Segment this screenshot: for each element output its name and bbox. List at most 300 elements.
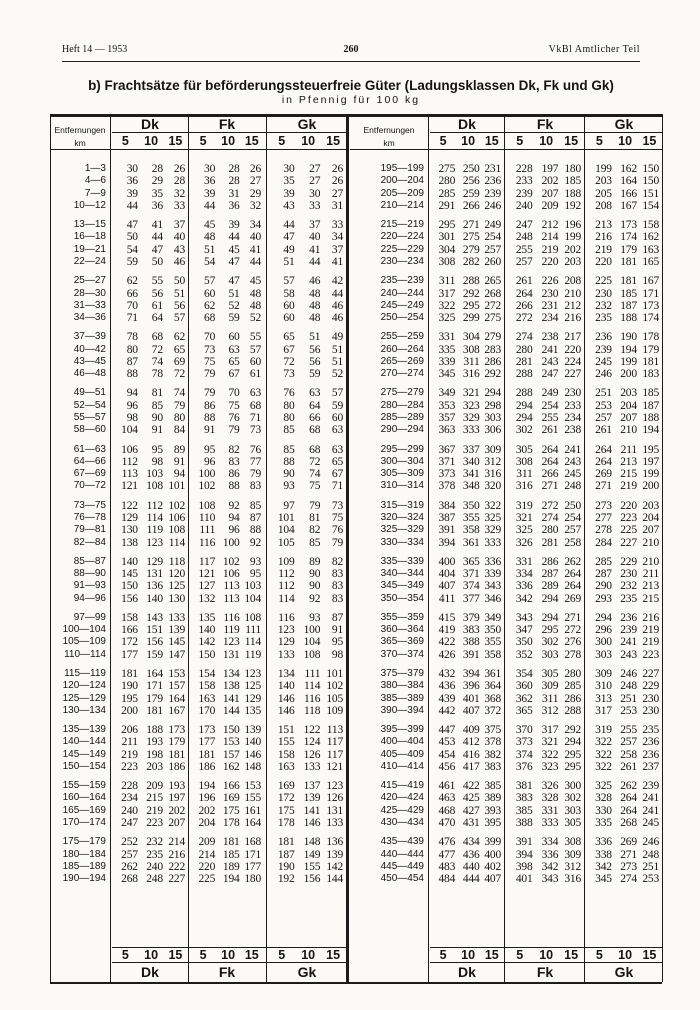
rate-value: 37 — [331, 243, 343, 256]
rate-value: 27 — [309, 175, 321, 188]
rate-value: 41 — [331, 256, 343, 268]
rate-value: 295 — [564, 748, 581, 761]
km-header-unit: km — [74, 138, 86, 148]
rate-value: 121 — [121, 480, 138, 493]
rate-value: 214 — [198, 848, 216, 861]
subcolumn-footer: 15 — [564, 948, 579, 962]
distance-range: 10—12 — [73, 199, 106, 211]
rate-value: 144 — [326, 873, 343, 886]
rate-value: 373 — [515, 736, 533, 749]
rate-value: 174 — [620, 231, 637, 244]
rate-value: 277 — [595, 511, 612, 524]
rate-value: 253 — [620, 704, 637, 717]
rate-value: 96 — [228, 524, 240, 537]
rate-value: 112 — [146, 499, 163, 512]
rate-value: 92 — [249, 536, 261, 549]
rate-value: 100 — [198, 468, 216, 481]
rate-value: 47 — [126, 219, 138, 232]
rate-value: 96 — [126, 399, 138, 412]
rate-value: 249 — [541, 387, 559, 400]
rate-value: 412 — [462, 736, 480, 749]
rate-value: 181 — [146, 704, 163, 717]
rate-value: 167 — [168, 704, 185, 717]
rate-value: 364 — [484, 680, 501, 693]
rate-value: 319 — [595, 724, 612, 736]
rate-value: 101 — [277, 511, 295, 524]
distance-range: 445—449 — [380, 860, 424, 872]
rate-value: 271 — [595, 480, 612, 493]
rate-value: 246 — [484, 199, 501, 212]
rate-value: 283 — [484, 343, 501, 356]
rate-value: 59 — [228, 312, 240, 325]
rate-value: 279 — [462, 243, 480, 256]
rate-value: 150 — [642, 163, 659, 175]
rate-value: 79 — [228, 424, 240, 437]
rate-value: 202 — [564, 243, 581, 256]
rate-value: 333 — [541, 817, 559, 829]
distance-range: 285—289 — [380, 412, 424, 423]
rate-value: 140 — [146, 592, 163, 605]
rate-value: 246 — [642, 836, 659, 849]
rate-value: 85 — [283, 424, 295, 437]
rate-value: 339 — [484, 568, 501, 580]
rate-value: 241 — [564, 443, 581, 456]
rate-value: 232 — [146, 836, 163, 849]
rate-value: 123 — [222, 636, 240, 649]
rate-value: 288 — [564, 704, 581, 717]
rate-value: 158 — [642, 219, 659, 232]
rate-value: 65 — [331, 455, 343, 468]
rate-value: 395 — [484, 817, 501, 829]
rate-value: 165 — [642, 256, 659, 268]
rate-value: 432 — [438, 667, 456, 680]
rate-value: 202 — [198, 804, 216, 817]
rate-value: 75 — [331, 511, 343, 524]
rate-value: 104 — [277, 524, 295, 537]
rate-value: 180 — [564, 163, 581, 175]
rate-value: 132 — [198, 592, 216, 605]
rate-value: 80 — [126, 343, 138, 356]
distance-range: 335—339 — [380, 555, 424, 567]
rate-value: 350 — [515, 636, 533, 649]
rate-value: 342 — [515, 592, 533, 605]
distance-range: 430—434 — [380, 817, 424, 828]
rate-value: 325 — [438, 312, 456, 325]
rate-value: 68 — [151, 331, 163, 344]
rate-value: 271 — [541, 480, 559, 493]
rate-value: 227 — [564, 368, 581, 381]
rate-value: 232 — [595, 299, 612, 312]
rate-value: 139 — [244, 724, 261, 736]
rate-value: 74 — [173, 387, 185, 400]
rate-value: 439 — [438, 692, 456, 705]
rate-value: 57 — [173, 312, 185, 325]
rate-value: 292 — [484, 368, 501, 381]
rate-value: 264 — [541, 455, 559, 468]
rate-value: 272 — [564, 624, 581, 637]
rate-value: 34 — [331, 231, 343, 244]
rate-value: 102 — [326, 680, 343, 693]
rate-value: 82 — [309, 524, 321, 537]
rate-value: 52 — [249, 312, 261, 325]
rate-value: 264 — [595, 455, 612, 468]
rate-value: 71 — [126, 312, 138, 325]
rate-value: 188 — [146, 724, 163, 736]
rate-value: 85 — [309, 536, 321, 549]
table-subtitle: in Pfennig für 100 kg — [281, 94, 421, 106]
rate-value: 264 — [620, 804, 637, 817]
rate-value: 88 — [249, 524, 261, 537]
rate-value: 100 — [222, 536, 240, 549]
distance-range: 410—414 — [380, 760, 424, 772]
rate-value: 407 — [484, 873, 501, 886]
distance-range: 280—284 — [380, 399, 424, 411]
rate-value: 81 — [309, 511, 321, 524]
rate-value: 149 — [303, 848, 321, 861]
rate-value: 264 — [620, 792, 637, 805]
rate-value: 280 — [438, 175, 456, 188]
rate-value: 254 — [484, 231, 501, 244]
distance-range: 435—439 — [380, 836, 424, 848]
rate-value: 303 — [541, 648, 559, 661]
rate-value: 85 — [151, 399, 163, 412]
rate-value: 28 — [173, 175, 185, 188]
rate-value: 345 — [438, 368, 456, 381]
subcolumn-header: 5 — [595, 134, 603, 148]
rate-value: 102 — [198, 480, 216, 493]
rate-value: 181 — [121, 667, 138, 680]
rate-value: 118 — [168, 555, 185, 568]
rate-value: 134 — [277, 667, 295, 680]
rate-value: 335 — [595, 817, 612, 829]
rate-value: 322 — [595, 748, 612, 761]
rate-value: 47 — [151, 243, 163, 256]
rate-value: 162 — [222, 760, 240, 773]
rate-value: 399 — [484, 836, 501, 849]
rate-value: 29 — [151, 175, 163, 188]
rate-value: 133 — [303, 760, 321, 773]
distance-range: 55—57 — [73, 412, 106, 423]
distance-range: 37—39 — [73, 331, 106, 343]
rate-value: 44 — [151, 231, 163, 244]
rate-value: 133 — [326, 817, 343, 829]
subcolumn-header: 5 — [516, 134, 524, 148]
rate-value: 114 — [146, 511, 163, 524]
rate-value: 212 — [541, 219, 559, 232]
rate-value: 295 — [438, 219, 456, 232]
rate-value: 91 — [151, 424, 163, 437]
rate-value: 103 — [244, 580, 261, 593]
rate-value: 365 — [462, 555, 480, 568]
distance-range: 320—324 — [380, 511, 424, 523]
rate-value: 272 — [484, 299, 501, 312]
rate-value: 240 — [121, 804, 138, 817]
rate-value: 303 — [595, 648, 612, 661]
subcolumn-footer: 15 — [326, 948, 341, 962]
rate-value: 61 — [249, 368, 261, 381]
rate-value: 98 — [331, 648, 343, 661]
rate-value: 258 — [620, 748, 637, 761]
distance-range: 34—36 — [73, 312, 106, 324]
rate-value: 139 — [303, 792, 321, 805]
rate-value: 426 — [438, 648, 456, 661]
rate-value: 213 — [620, 455, 637, 468]
rate-value: 79 — [173, 399, 185, 412]
distance-range: 300—304 — [380, 455, 424, 467]
rate-value: 209 — [541, 199, 559, 212]
rate-value: 116 — [304, 692, 321, 705]
rate-value: 274 — [515, 331, 533, 344]
rate-value: 265 — [484, 275, 501, 288]
rate-value: 246 — [620, 667, 637, 680]
header-bottom-rule — [350, 149, 662, 150]
rate-value: 129 — [244, 692, 261, 705]
rate-value: 358 — [462, 524, 480, 537]
rate-value: 308 — [462, 343, 480, 356]
rate-value: 139 — [326, 848, 343, 861]
rate-value: 322 — [541, 748, 559, 761]
subcolumn-footer: 10 — [221, 948, 236, 962]
subcolumn-footer: 5 — [595, 948, 603, 962]
subcolumn-header: 5 — [278, 134, 286, 148]
rate-value: 333 — [462, 424, 480, 437]
rate-value: 309 — [595, 667, 612, 680]
rate-value: 111 — [245, 624, 261, 637]
distance-range: 31—33 — [73, 299, 106, 311]
page-number: 260 — [343, 44, 359, 55]
distance-range: 13—15 — [73, 219, 106, 231]
distance-range: 97—99 — [73, 611, 106, 623]
rate-value: 254 — [564, 511, 581, 524]
rate-value: 173 — [642, 299, 659, 312]
rate-value: 60 — [249, 355, 261, 368]
rate-value: 200 — [642, 480, 659, 493]
rate-value: 93 — [309, 611, 321, 624]
group-footer-fk: Fk — [218, 964, 236, 980]
rate-value: 233 — [515, 175, 533, 188]
rate-value: 243 — [564, 455, 581, 468]
rate-value: 280 — [541, 524, 559, 537]
rate-value: 198 — [146, 748, 163, 761]
rate-value: 237 — [642, 760, 659, 773]
rate-value: 164 — [168, 692, 185, 705]
distance-range: 405—409 — [380, 748, 424, 760]
rate-value: 130 — [168, 592, 185, 605]
rate-value: 295 — [541, 624, 559, 637]
rate-value: 70 — [204, 331, 216, 344]
rate-value: 123 — [146, 536, 163, 549]
rate-value: 401 — [462, 692, 480, 705]
rate-value: 41 — [249, 243, 261, 256]
rate-value: 167 — [620, 199, 637, 212]
rate-value: 105 — [326, 692, 343, 705]
table-bottom-border — [50, 982, 662, 984]
rate-value: 57 — [283, 275, 295, 288]
distance-range: 160—164 — [62, 792, 106, 804]
rate-value: 114 — [168, 536, 185, 549]
rate-value: 123 — [277, 624, 295, 637]
rate-value: 70 — [228, 387, 240, 400]
rate-value: 400 — [438, 555, 456, 568]
rate-value: 275 — [484, 312, 501, 325]
rate-value: 171 — [146, 680, 163, 693]
distance-range: 155—159 — [62, 780, 106, 792]
rate-value: 211 — [121, 736, 138, 749]
rate-value: 41 — [151, 219, 163, 232]
rate-value: 308 — [564, 836, 581, 849]
rate-value: 271 — [462, 219, 480, 232]
rate-value: 264 — [564, 568, 581, 580]
rate-value: 179 — [620, 243, 637, 256]
rate-value: 30 — [126, 163, 138, 175]
rate-value: 321 — [541, 736, 559, 749]
rate-value: 192 — [564, 199, 581, 212]
rate-value: 45 — [204, 219, 216, 232]
rate-value: 268 — [620, 817, 637, 829]
rate-value: 204 — [620, 399, 637, 412]
rate-value: 88 — [228, 480, 240, 493]
rate-value: 367 — [438, 443, 456, 456]
rate-value: 385 — [484, 780, 501, 793]
rate-value: 179 — [642, 343, 659, 356]
rate-value: 341 — [462, 468, 480, 481]
distance-range: 380—384 — [380, 680, 424, 692]
rate-value: 190 — [277, 860, 295, 873]
rate-value: 331 — [541, 804, 559, 817]
rate-value: 123 — [244, 667, 261, 680]
rate-value: 59 — [331, 399, 343, 412]
rate-value: 266 — [462, 199, 480, 212]
rate-value: 163 — [198, 692, 216, 705]
rate-value: 87 — [331, 611, 343, 624]
rate-value: 120 — [168, 568, 185, 580]
rate-value: 219 — [620, 480, 637, 493]
rate-value: 96 — [204, 455, 216, 468]
rate-value: 337 — [462, 443, 480, 456]
rate-value: 377 — [462, 592, 480, 605]
rate-value: 323 — [541, 760, 559, 773]
rate-value: 436 — [438, 680, 456, 693]
rate-value: 34 — [249, 219, 261, 232]
rate-value: 85 — [283, 443, 295, 456]
rate-value: 477 — [438, 848, 456, 861]
rate-value: 302 — [541, 636, 559, 649]
rate-value: 56 — [309, 343, 321, 356]
rate-value: 156 — [303, 873, 321, 886]
rate-value: 206 — [121, 724, 138, 736]
rate-value: 60 — [228, 331, 240, 344]
rate-value: 102 — [168, 499, 185, 512]
rate-value: 388 — [462, 636, 480, 649]
rate-value: 129 — [121, 511, 138, 524]
rate-value: 311 — [438, 275, 456, 288]
header-bottom-rule — [50, 149, 346, 150]
rate-value: 117 — [198, 555, 216, 568]
rate-value: 215 — [620, 468, 637, 481]
rate-value: 317 — [541, 724, 559, 736]
rate-value: 161 — [244, 804, 261, 817]
rate-value: 129 — [277, 636, 295, 649]
rate-value: 262 — [564, 555, 581, 568]
rate-value: 84 — [173, 424, 185, 437]
rate-value: 220 — [595, 256, 612, 268]
rate-value: 257 — [484, 243, 501, 256]
rate-value: 228 — [121, 780, 138, 793]
rate-value: 93 — [283, 480, 295, 493]
rate-value: 275 — [462, 231, 480, 244]
rate-value: 181 — [277, 836, 295, 849]
rate-value: 169 — [277, 780, 295, 793]
rate-value: 102 — [222, 555, 240, 568]
distance-range: 100—104 — [62, 624, 106, 636]
rate-value: 274 — [541, 511, 559, 524]
rate-value: 162 — [620, 163, 637, 175]
rate-value: 181 — [620, 275, 637, 288]
rate-value: 194 — [620, 343, 637, 356]
rate-value: 316 — [484, 468, 501, 481]
rate-value: 235 — [642, 724, 659, 736]
rate-value: 219 — [642, 624, 659, 637]
distance-range: 295—299 — [380, 443, 424, 455]
group-footer-dk: Dk — [458, 964, 476, 980]
rate-value: 325 — [484, 511, 501, 524]
subcolumn-header: 10 — [461, 134, 476, 148]
rate-value: 319 — [515, 499, 533, 512]
rate-value: 272 — [515, 312, 533, 325]
rate-value: 294 — [541, 611, 559, 624]
rate-value: 188 — [620, 312, 637, 325]
subcolumn-header: 10 — [301, 134, 316, 148]
rate-value: 236 — [595, 331, 612, 344]
rate-value: 169 — [222, 792, 240, 805]
rate-value: 264 — [564, 580, 581, 593]
distance-range: 49—51 — [73, 387, 106, 399]
rate-value: 355 — [462, 511, 480, 524]
rate-value: 222 — [168, 860, 185, 873]
rate-value: 108 — [244, 611, 261, 624]
rate-value: 214 — [541, 231, 559, 244]
rate-value: 33 — [173, 199, 185, 212]
rate-value: 172 — [121, 636, 138, 649]
subcolumn-footer: 15 — [244, 948, 259, 962]
rate-value: 90 — [283, 468, 295, 481]
rate-value: 157 — [222, 748, 240, 761]
distance-range: 19—21 — [73, 243, 106, 255]
rate-value: 240 — [146, 860, 163, 873]
rate-value: 187 — [277, 848, 295, 861]
rate-value: 63 — [309, 387, 321, 400]
rate-value: 208 — [595, 199, 612, 212]
rate-value: 133 — [277, 648, 295, 661]
rate-value: 60 — [283, 312, 295, 325]
rate-value: 391 — [438, 524, 456, 537]
group-footer-dk: Dk — [141, 964, 159, 980]
rate-value: 40 — [309, 231, 321, 244]
rate-value: 88 — [204, 412, 216, 424]
rate-value: 75 — [309, 480, 321, 493]
rate-value: 235 — [620, 592, 637, 605]
rate-value: 250 — [564, 499, 581, 512]
distance-range: 375—379 — [380, 667, 424, 679]
rate-value: 145 — [168, 636, 185, 649]
rate-value: 288 — [515, 387, 533, 400]
rate-value: 61 — [151, 299, 163, 312]
rate-value: 209 — [146, 780, 163, 793]
rate-value: 164 — [244, 817, 261, 829]
distance-range: 450—454 — [380, 873, 424, 885]
rate-value: 391 — [462, 648, 480, 661]
rate-value: 76 — [249, 443, 261, 456]
